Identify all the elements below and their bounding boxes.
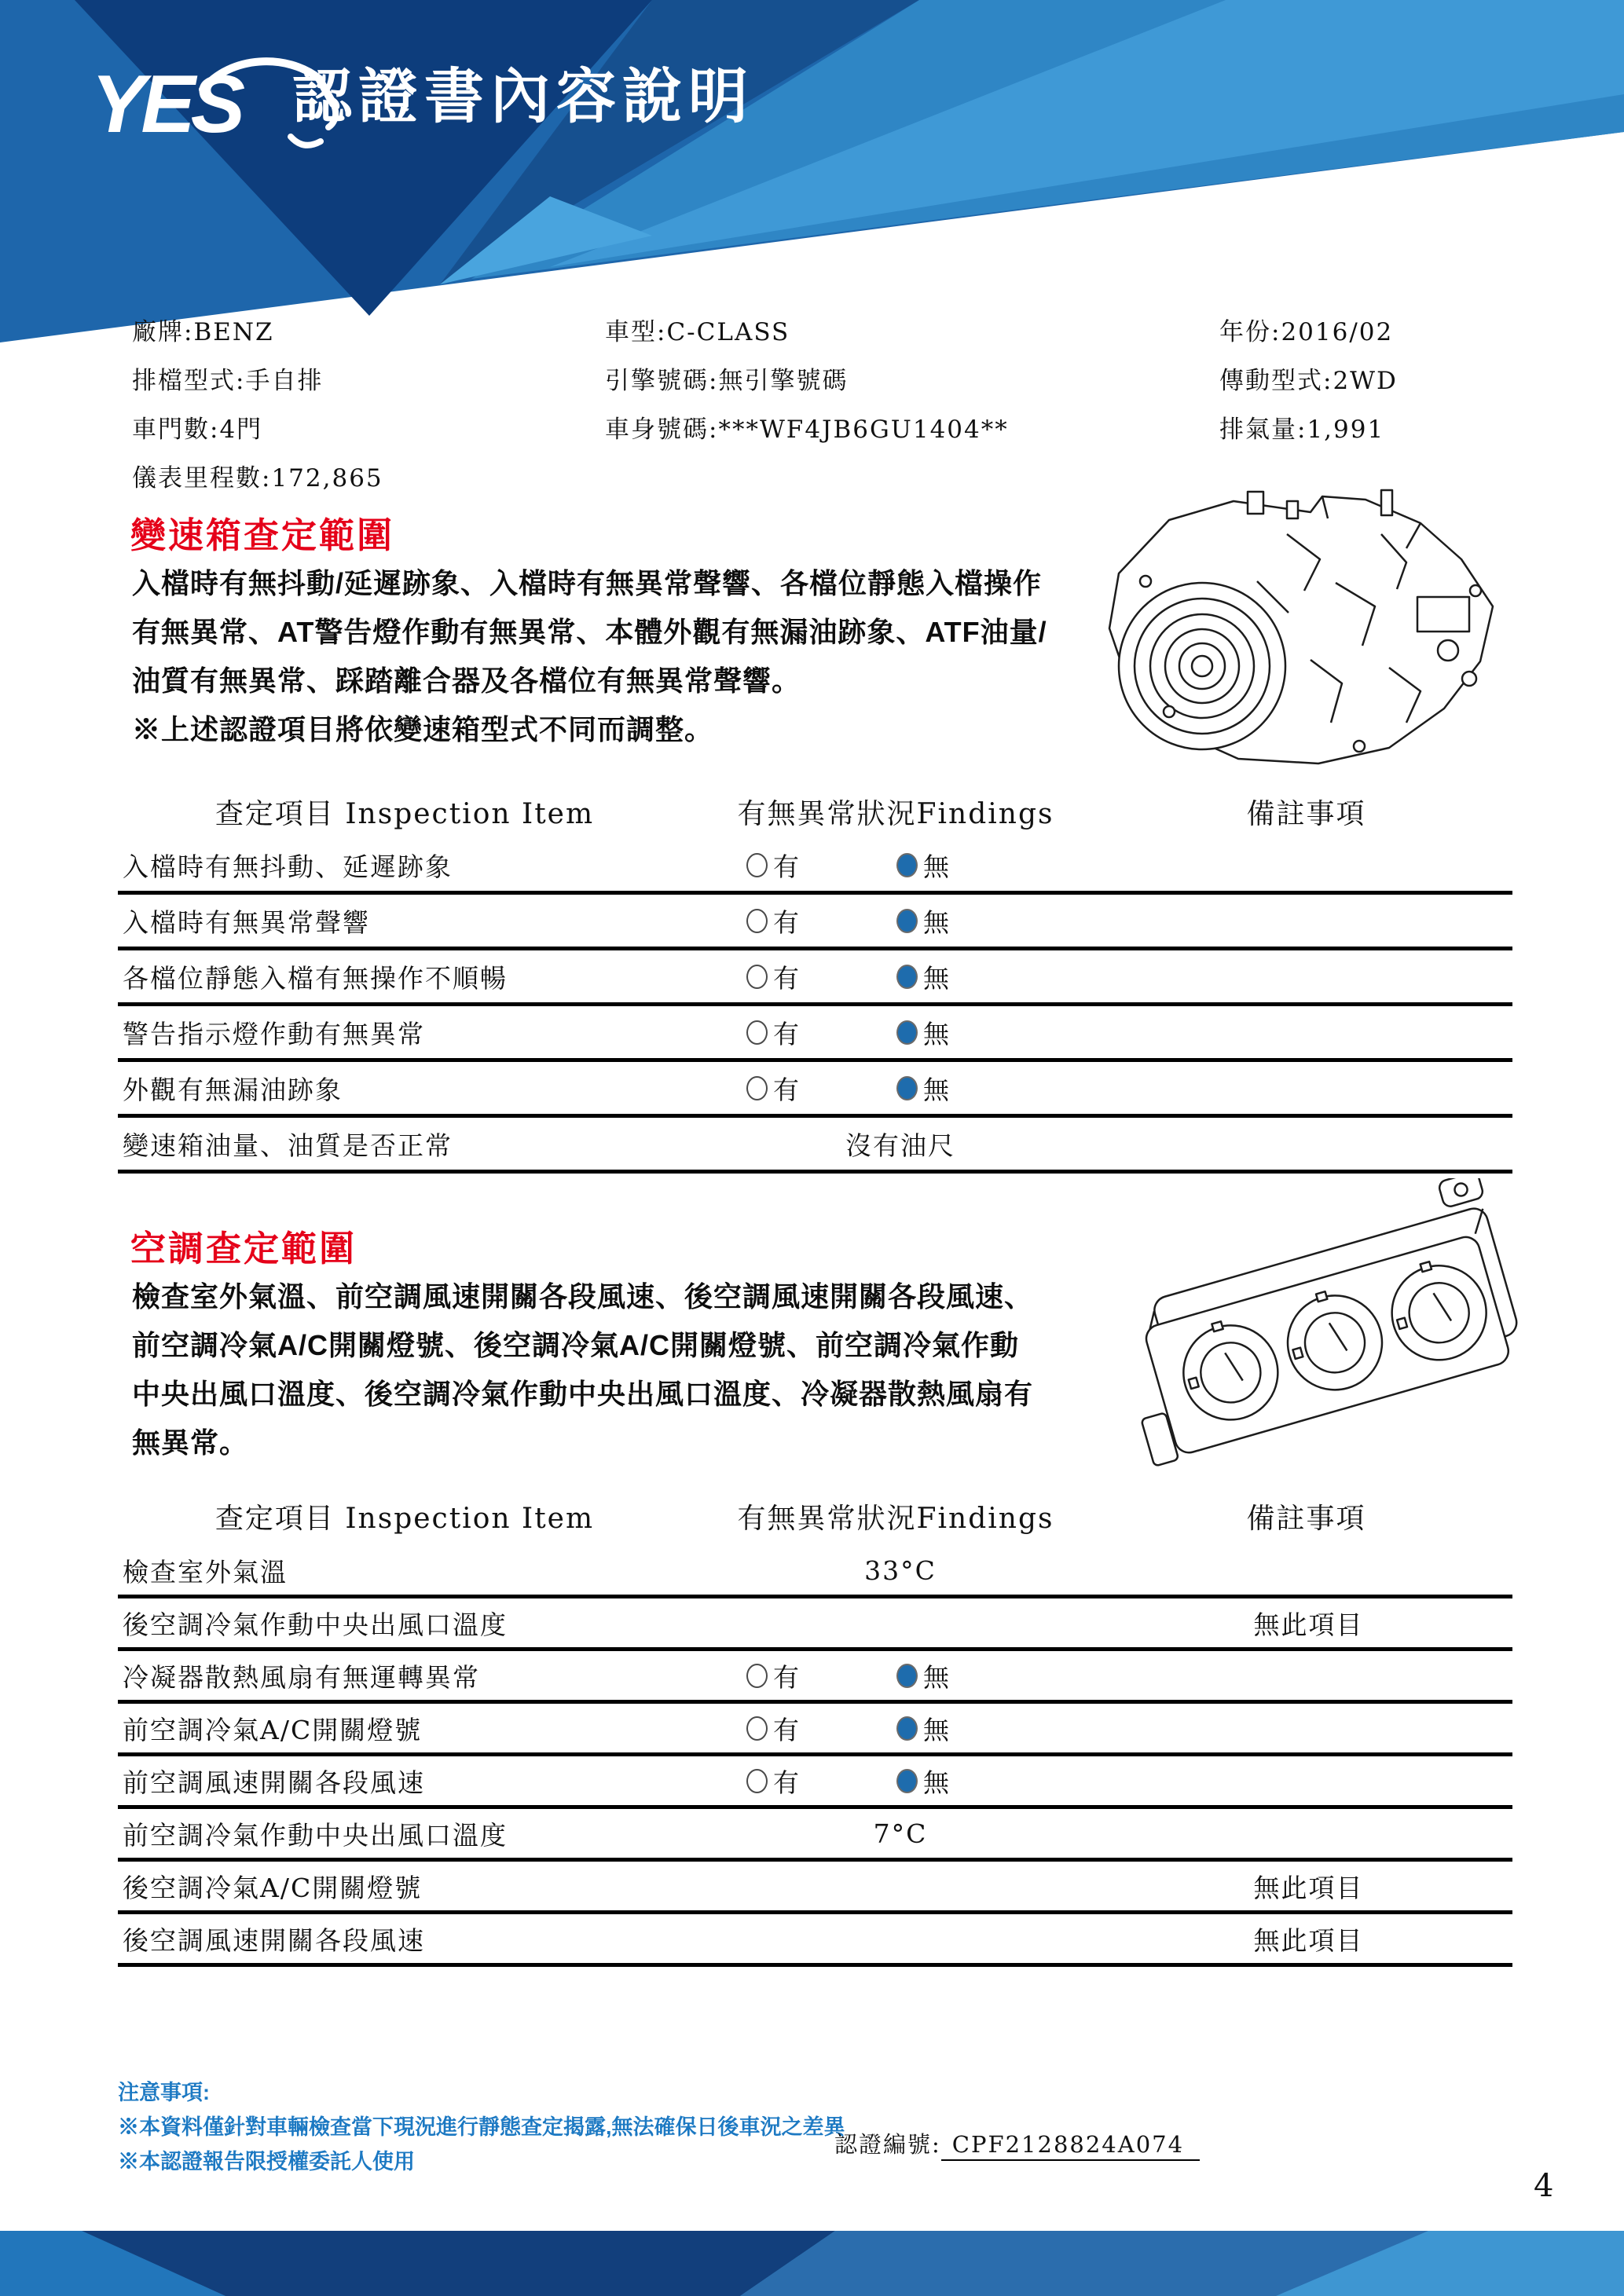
row-finding: [696, 1014, 1105, 1051]
vehicle-info-line: 廠牌:BENZ: [132, 318, 274, 346]
vehicle-info-line: 年份:2016/02: [1219, 318, 1394, 346]
table-row: [118, 950, 1512, 1006]
yes-logo-text: YES: [91, 59, 241, 150]
row-item-label: 後空調冷氣作動中央出風口溫度: [123, 1609, 508, 1640]
radio-no-label: 無: [923, 1661, 951, 1693]
radio-no-dot: [896, 853, 918, 877]
radio-no-label: 無: [923, 962, 951, 994]
notes-lines: [118, 2110, 845, 2179]
description-line: 有無異常、AT警告燈作動有無異常、本體外觀有無漏油跡象、ATF油量/: [132, 616, 1047, 648]
table-row: [118, 839, 1512, 895]
table-row: [118, 1704, 1512, 1756]
vehicle-info-line: 儀表里程數:172,865: [132, 464, 383, 493]
vehicle-info-column-1: [132, 308, 383, 503]
radio-yes: [746, 1014, 801, 1051]
row-finding: [696, 1070, 1105, 1107]
row-item-label: 警告指示燈作動有無異常: [123, 1018, 425, 1049]
radio-no-dot: [896, 965, 918, 989]
radio-no: [896, 1657, 951, 1694]
row-remark: 無此項目: [1253, 1872, 1364, 1903]
radio-no: [896, 1763, 951, 1800]
radio-yes: [746, 1657, 801, 1694]
table-row: [118, 1651, 1512, 1704]
radio-no: [896, 1710, 951, 1747]
col-header-remark: 備註事項: [1246, 1503, 1366, 1535]
vehicle-info-line: 排檔型式:手自排: [132, 367, 324, 395]
row-finding: 沒有油尺: [845, 1130, 955, 1161]
description-line: 油質有無異常、踩踏離合器及各檔位有無異常聲響。: [132, 665, 801, 697]
radio-no-label: 無: [923, 1714, 951, 1745]
row-finding: [696, 1763, 1105, 1800]
description-line: 中央出風口溫度、後空調冷氣作動中央出風口溫度、冷凝器散熱風扇有: [132, 1378, 1034, 1410]
table-row: [118, 1914, 1512, 1967]
certificate-number-value: CPF2128824A074: [941, 2131, 1200, 2161]
vehicle-info-line: 車門數:4門: [132, 416, 263, 444]
radio-yes-dot: [746, 1020, 768, 1045]
radio-yes: [746, 847, 801, 884]
radio-yes-label: 有: [773, 1074, 801, 1105]
table-row: [118, 1756, 1512, 1809]
table-row: [118, 1118, 1512, 1174]
note-line: ※本資料僅針對車輛檢查當下現況進行靜態查定揭露,無法確保日後車況之差異: [118, 2115, 845, 2139]
row-item-label: 外觀有無漏油跡象: [123, 1074, 343, 1105]
row-item-label: 變速箱油量、油質是否正常: [123, 1130, 453, 1161]
radio-no-label: 無: [923, 1074, 951, 1105]
ac-inspection-table: [118, 1546, 1512, 1967]
radio-no: [896, 958, 951, 995]
row-remark: 無此項目: [1253, 1609, 1364, 1640]
row-item-label: 各檔位靜態入檔有無操作不順暢: [123, 962, 508, 994]
radio-yes-label: 有: [773, 1661, 801, 1693]
radio-yes-label: 有: [773, 906, 801, 938]
description-line: 檢查室外氣溫、前空調風速開關各段風速、後空調風速開關各段風速、: [132, 1280, 1034, 1313]
radio-yes: [746, 1763, 801, 1800]
radio-yes: [746, 1710, 801, 1747]
radio-no-dot: [896, 1020, 918, 1045]
row-item-label: 前空調風速開關各段風速: [123, 1767, 425, 1798]
table-row: [118, 1546, 1512, 1598]
row-finding: 7°C: [873, 1818, 928, 1849]
page-title: 認證書內容說明: [292, 64, 754, 130]
description-line: 入檔時有無抖動/延遲跡象、入檔時有無異常聲響、各檔位靜態入檔操作: [132, 567, 1043, 599]
row-item-label: 入檔時有無異常聲響: [123, 906, 370, 938]
vehicle-info-column-3: [1219, 308, 1398, 454]
table-row: [118, 1006, 1512, 1062]
radio-yes-label: 有: [773, 1714, 801, 1745]
table-row: [118, 895, 1512, 950]
radio-yes-dot: [746, 1076, 768, 1100]
description-line: 無異常。: [132, 1426, 249, 1459]
section-title-transmission: 變速箱查定範圍: [130, 515, 395, 555]
row-finding: [696, 847, 1105, 884]
footer-band-graphic: [0, 2231, 1624, 2296]
row-item-label: 入檔時有無抖動、延遲跡象: [123, 851, 453, 882]
radio-no-label: 無: [923, 906, 951, 938]
row-finding: [696, 958, 1105, 995]
radio-yes: [746, 1070, 801, 1107]
table-row: [118, 1062, 1512, 1118]
col-header-findings: 有無異常狀況Findings: [737, 798, 1054, 830]
vehicle-info-line: 引擎號碼:無引擎號碼: [605, 367, 849, 395]
row-item-label: 檢查室外氣溫: [123, 1556, 288, 1587]
vehicle-info-line: 車型:C-CLASS: [605, 318, 790, 346]
row-finding: 33°C: [864, 1554, 937, 1586]
vehicle-info-column-2: [605, 308, 1009, 454]
vehicle-info-line: 傳動型式:2WD: [1219, 367, 1398, 395]
transmission-illustration: [1051, 487, 1538, 774]
radio-no-dot: [896, 1716, 918, 1741]
row-item-label: 前空調冷氣作動中央出風口溫度: [123, 1819, 508, 1851]
table-row: [118, 1862, 1512, 1914]
table-header-row: [118, 1496, 1512, 1536]
table-row: [118, 1598, 1512, 1651]
radio-no-dot: [896, 1664, 918, 1688]
radio-no-label: 無: [923, 1767, 951, 1798]
certificate-number-label: 認證編號:: [834, 2131, 941, 2158]
table-row: [118, 1809, 1512, 1862]
radio-no-label: 無: [923, 851, 951, 882]
footer-notes: [118, 2075, 845, 2179]
radio-no: [896, 903, 951, 939]
row-finding: [696, 1657, 1105, 1694]
radio-yes-label: 有: [773, 962, 801, 994]
radio-yes-label: 有: [773, 851, 801, 882]
row-finding: [696, 903, 1105, 939]
row-item-label: 冷凝器散熱風扇有無運轉異常: [123, 1661, 480, 1693]
radio-yes-label: 有: [773, 1767, 801, 1798]
radio-yes: [746, 958, 801, 995]
row-remark: 無此項目: [1253, 1924, 1364, 1956]
radio-yes-dot: [746, 965, 768, 989]
radio-no: [896, 1014, 951, 1051]
radio-no-label: 無: [923, 1018, 951, 1049]
radio-no: [896, 847, 951, 884]
row-item-label: 前空調冷氣A/C開關燈號: [123, 1714, 423, 1745]
col-header-inspection-item: 查定項目 Inspection Item: [214, 1503, 595, 1535]
note-line: ※本認證報告限授權委託人使用: [118, 2150, 415, 2173]
section-description-ac: [132, 1273, 1153, 1467]
description-line: ※上述認證項目將依變速箱型式不同而調整。: [132, 713, 714, 745]
description-line: 前空調冷氣A/C開關燈號、後空調冷氣A/C開關燈號、前空調冷氣作動: [132, 1329, 1019, 1361]
row-finding: [696, 1710, 1105, 1747]
row-item-label: 後空調冷氣A/C開關燈號: [123, 1872, 423, 1903]
vehicle-info-line: 車身號碼:***WF4JB6GU1404**: [605, 416, 1009, 444]
section-title-ac: 空調查定範圍: [130, 1229, 357, 1269]
vehicle-info-line: 排氣量:1,991: [1219, 416, 1385, 444]
notes-title: 注意事項:: [118, 2081, 210, 2104]
radio-yes-dot: [746, 1716, 768, 1741]
radio-yes-dot: [746, 1769, 768, 1793]
radio-yes: [746, 903, 801, 939]
radio-no-dot: [896, 909, 918, 933]
certificate-number: [834, 2127, 1200, 2159]
col-header-inspection-item: 查定項目 Inspection Item: [214, 798, 595, 830]
transmission-inspection-table: [118, 839, 1512, 1174]
row-item-label: 後空調風速開關各段風速: [123, 1924, 425, 1956]
radio-no: [896, 1070, 951, 1107]
table-header-row: [118, 792, 1512, 832]
col-header-findings: 有無異常狀況Findings: [737, 1503, 1054, 1535]
ac-control-illustration: [1106, 1178, 1546, 1492]
radio-yes-dot: [746, 1664, 768, 1688]
radio-no-dot: [896, 1769, 918, 1793]
radio-yes-dot: [746, 853, 768, 877]
radio-yes-label: 有: [773, 1018, 801, 1049]
radio-no-dot: [896, 1076, 918, 1100]
section-description-transmission: [132, 559, 1153, 754]
col-header-remark: 備註事項: [1246, 798, 1366, 830]
page-number: 4: [1534, 2168, 1554, 2204]
radio-yes-dot: [746, 909, 768, 933]
